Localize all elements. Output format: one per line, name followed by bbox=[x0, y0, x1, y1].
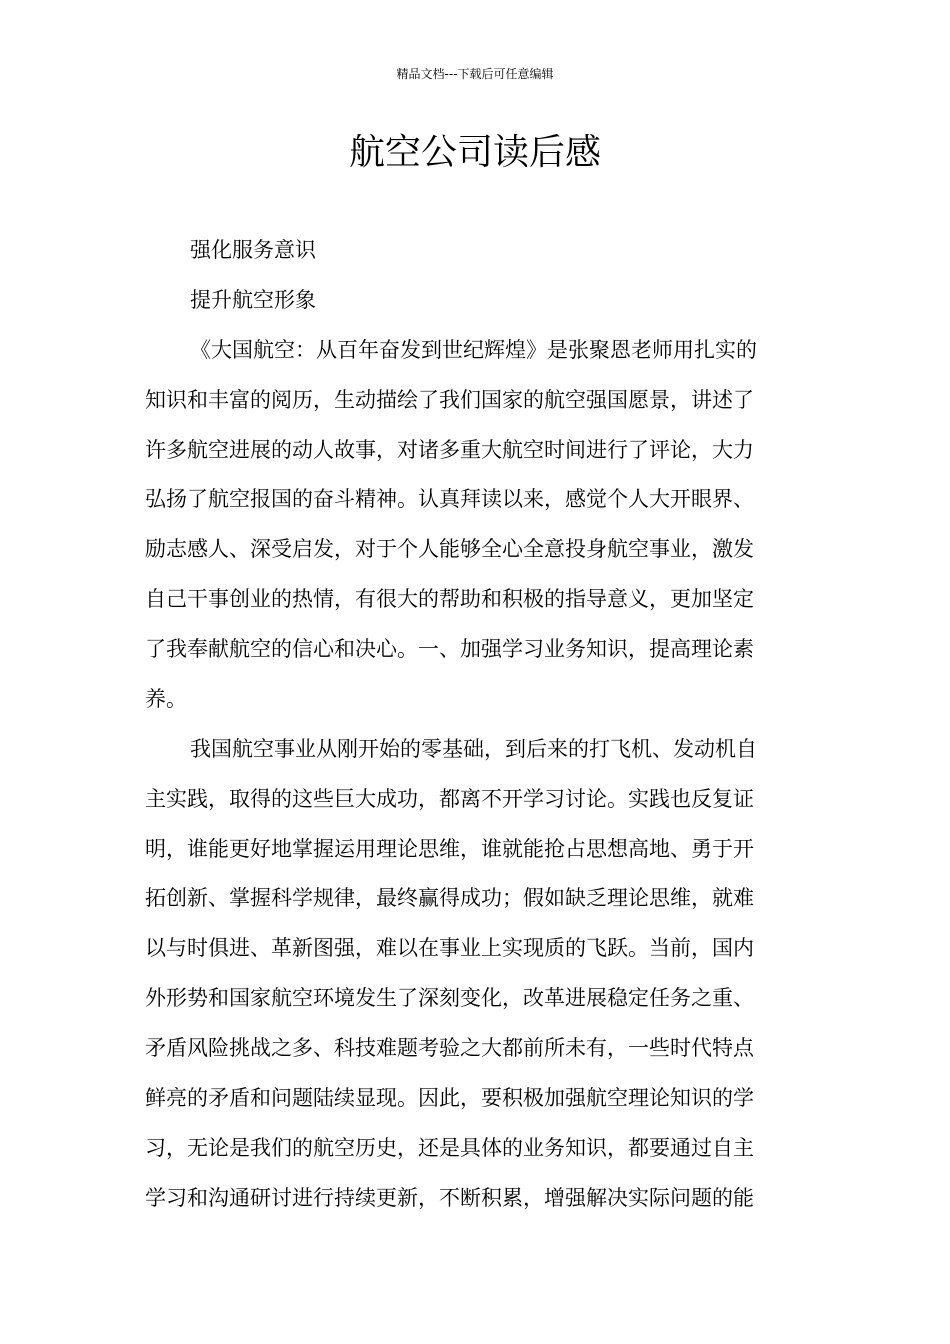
page-header: 精品文档---下载后可任意编辑 bbox=[396, 67, 554, 81]
text-line: 以与时俱进、革新图强，难以在事业上实现质的飞跃。当前，国内 bbox=[145, 936, 754, 960]
text-line: 习，无论是我们的航空历史，还是具体的业务知识，都要通过自主 bbox=[145, 1136, 754, 1160]
document-title: 航空公司读后感 bbox=[348, 132, 601, 173]
text-line: 鲜亮的矛盾和问题陆续显现。因此，要积极加强航空理论知识的学 bbox=[145, 1086, 754, 1110]
text-line: 养。 bbox=[145, 687, 187, 711]
text-line: 主实践，取得的这些巨大成功，都离不开学习讨论。实践也反复证 bbox=[145, 787, 754, 811]
text-line: 强化服务意识 bbox=[190, 238, 316, 262]
text-line: 矛盾风险挑战之多、科技难题考验之大都前所未有，一些时代特点 bbox=[145, 1036, 754, 1060]
text-line: 《大国航空：从百年奋发到世纪辉煌》是张聚恩老师用扎实的 bbox=[190, 338, 757, 362]
text-line: 明，谁能更好地掌握运用理论思维，谁就能抢占思想高地、勇于开 bbox=[145, 837, 754, 861]
text-line: 我国航空事业从刚开始的零基础，到后来的打飞机、发动机自 bbox=[190, 737, 757, 761]
text-line: 提升航空形象 bbox=[190, 288, 316, 312]
text-line: 励志感人、深受启发，对于个人能够全心全意投身航空事业，激发 bbox=[145, 537, 754, 561]
text-line: 外形势和国家航空环境发生了深刻变化，改革进展稳定任务之重、 bbox=[145, 986, 754, 1010]
text-line: 学习和沟通研讨进行持续更新，不断积累，增强解决实际问题的能 bbox=[145, 1186, 754, 1210]
text-line: 知识和丰富的阅历，生动描绘了我们国家的航空强国愿景，讲述了 bbox=[145, 388, 754, 412]
text-line: 许多航空进展的动人故事，对诸多重大航空时间进行了评论，大力 bbox=[145, 438, 754, 462]
text-line: 弘扬了航空报国的奋斗精神。认真拜读以来，感觉个人大开眼界、 bbox=[145, 487, 754, 511]
text-line: 拓创新、掌握科学规律，最终赢得成功；假如缺乏理论思维，就难 bbox=[145, 886, 754, 910]
text-line: 自己干事创业的热情，有很大的帮助和积极的指导意义，更加坚定 bbox=[145, 587, 754, 611]
text-line: 了我奉献航空的信心和决心。一、加强学习业务知识，提高理论素 bbox=[145, 637, 754, 661]
